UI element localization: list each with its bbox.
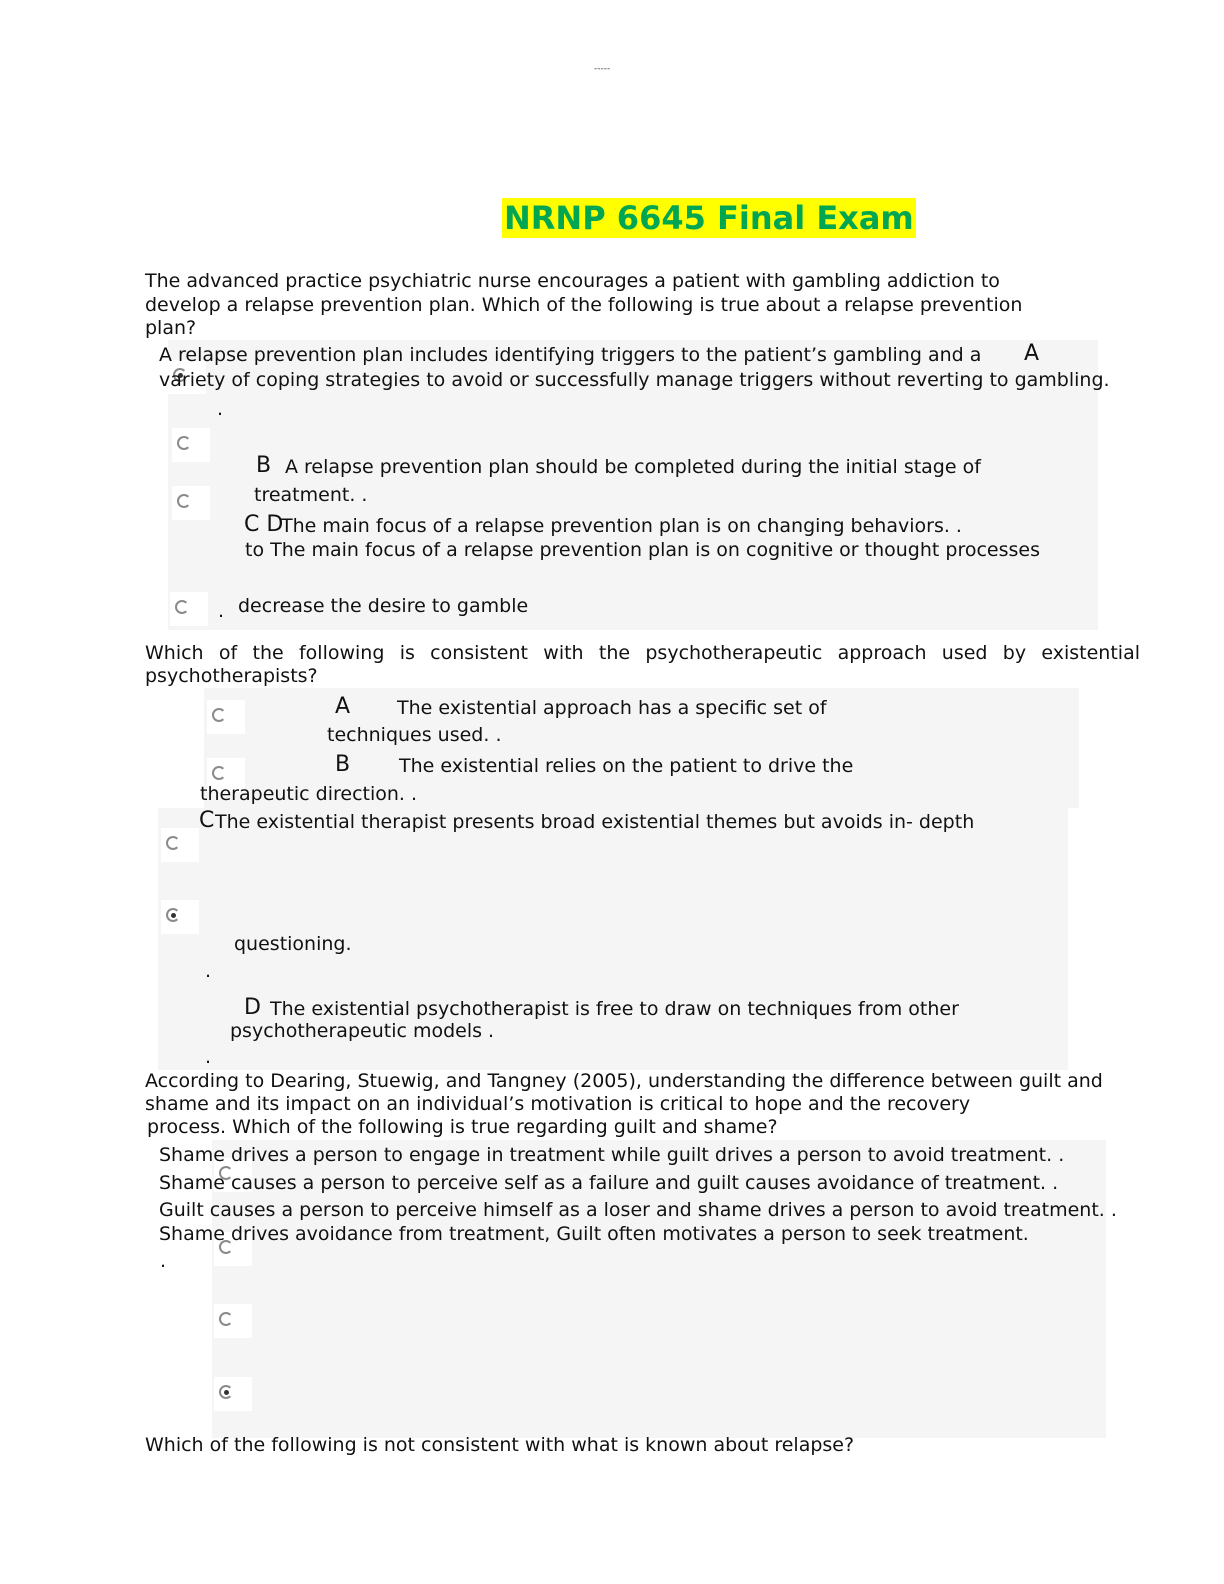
q1-dot-1: . <box>217 398 224 420</box>
q2-option-a-line-1: The existential approach has a specific set of <box>397 697 827 719</box>
q1-option-b-line-2: treatment. . <box>254 484 368 506</box>
q1-stem-line-2: develop a relapse prevention plan. Which of the following is true about a relapse prevention <box>145 294 1023 316</box>
header-mark: ----- <box>594 64 611 74</box>
radio-circle-icon <box>177 494 191 508</box>
q2-option-b-letter: B <box>335 752 351 777</box>
radio-circle-icon <box>219 1312 233 1326</box>
q2-stem-line-1 <box>145 642 1140 664</box>
q2-option-b-line-2: therapeutic direction. . <box>200 783 418 805</box>
q3-option-b: Shame causes a person to perceive self as a failure and guilt causes avoidance of treatment. . <box>159 1172 1059 1194</box>
q2-radio-c[interactable] <box>161 828 199 862</box>
q3-stem-line-3: process. Which of the following is true regarding guilt and shame? <box>147 1116 778 1138</box>
q1-option-a-letter: A <box>1024 341 1040 366</box>
q2-option-c-letter: C <box>199 808 215 833</box>
q1-option-d-text: to The main focus of a relapse prevention plan is on cognitive or thought processes <box>245 539 1040 561</box>
q2-option-c-line-1: The existential therapist presents broad existential themes but avoids in- depth <box>215 811 975 833</box>
q3-option-c: Guilt causes a person to perceive himself as a loser and shame drives a person to avoid treatment. . <box>159 1199 1117 1221</box>
q2-stem-text-1: Which of the following is consistent with the psychotherapeutic approach used by existential <box>145 642 1140 664</box>
q3-radio-d[interactable] <box>214 1377 252 1411</box>
q3-option-a: Shame drives a person to engage in treatment while guilt drives a person to avoid treatment. . <box>159 1144 1065 1166</box>
q2-stem-line-2: psychotherapists? <box>145 665 318 687</box>
q2-option-a-line-2: techniques used. . <box>327 724 502 746</box>
q1-option-b-line-1: A relapse prevention plan should be completed during the initial stage of <box>285 456 981 478</box>
q2-option-d-line-1: The existential psychotherapist is free to draw on techniques from other <box>270 998 959 1020</box>
q2-radio-d[interactable] <box>161 900 199 934</box>
radio-selected-dot-icon <box>171 913 176 918</box>
q1-option-c-text: The main focus of a relapse prevention plan is on changing behaviors. . <box>281 515 962 537</box>
q3-dot: . <box>160 1250 167 1272</box>
q4-stem: Which of the following is not consistent with what is known about relapse? <box>145 1434 855 1456</box>
q1-stem-line-3: plan? <box>145 317 197 339</box>
q1-radio-b[interactable] <box>172 428 210 462</box>
q3-option-d: Shame drives avoidance from treatment, Guilt often motivates a person to seek treatment. <box>159 1223 1029 1245</box>
radio-circle-icon <box>177 436 191 450</box>
q2-dot-2: . <box>205 1046 212 1068</box>
q1-option-d-line-2: decrease the desire to gamble <box>238 595 529 617</box>
q2-option-c-line-2: questioning. <box>234 933 352 955</box>
q3-stem-line-2: shame and its impact on an individual’s motivation is critical to hope and the recovery <box>145 1093 971 1115</box>
q1-radio-d[interactable] <box>170 592 208 626</box>
q2-option-d-line-2: psychotherapeutic models . <box>230 1020 495 1042</box>
q1-option-cd-letters: C D <box>244 512 284 537</box>
q1-dot-2: . <box>218 600 225 622</box>
q1-option-b-letter: B <box>256 453 272 478</box>
radio-circle-icon <box>166 836 180 850</box>
q1-option-a-line-1: A relapse prevention plan includes identifying triggers to the patient’s gambling and a <box>159 344 982 366</box>
q2-option-d-letter: D <box>244 995 261 1020</box>
radio-circle-icon <box>175 600 189 614</box>
q2-option-b-line-1: The existential relies on the patient to drive the <box>399 755 854 777</box>
q3-radio-c[interactable] <box>214 1304 252 1338</box>
q2-dot-1: . <box>205 960 212 982</box>
q1-stem-line-1: The advanced practice psychiatric nurse encourages a patient with gambling addiction to <box>145 270 1000 292</box>
q2-radio-a[interactable] <box>207 700 245 734</box>
q1-option-a-line-2: variety of coping strategies to avoid or successfully manage triggers without reverting to gambling. <box>159 369 1110 391</box>
radio-selected-dot-icon <box>224 1390 229 1395</box>
q2-option-a-letter: A <box>335 694 351 719</box>
q1-radio-c[interactable] <box>172 486 210 520</box>
q3-stem-line-1: According to Dearing, Stuewig, and Tangney (2005), understanding the difference between guilt and <box>145 1070 1103 1092</box>
radio-circle-icon <box>212 708 226 722</box>
page-title: NRNP 6645 Final Exam <box>504 199 914 237</box>
radio-circle-icon <box>212 766 226 780</box>
